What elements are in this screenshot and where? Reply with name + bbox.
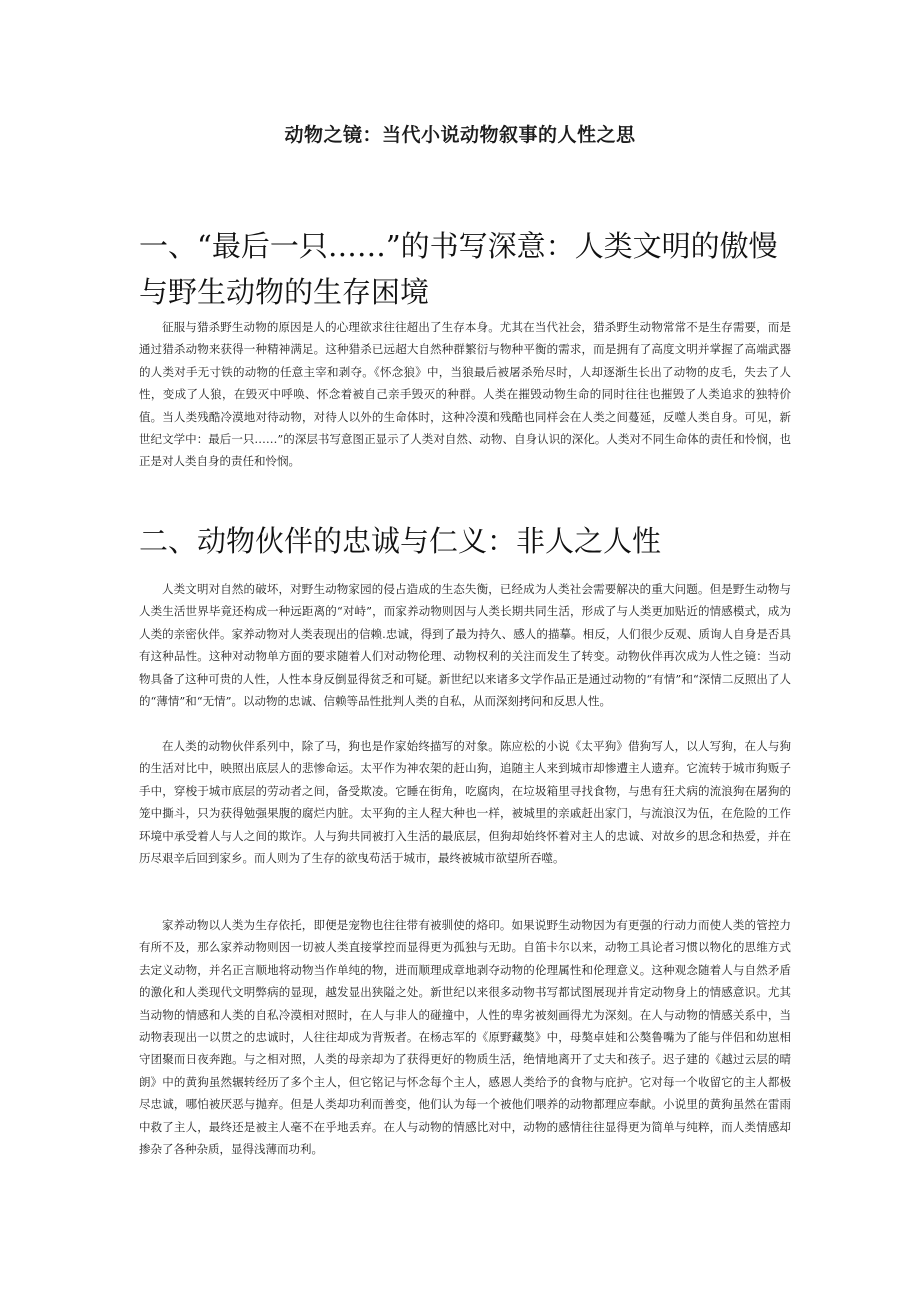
- section-1-paragraph-1: 征服与猎杀野生动物的原因是人的心理欲求往往超出了生存本身。尤其在当代社会，猎杀野生动物常常不是生存需要，而是通过猎杀动物来获得一种精神满足。这种猎杀已远超大自然种群繁衍与物种平衡的需求，而是拥有了高度文明并掌握了高端武器的人类对手无寸铁的动物的任意主宰和剥夺。《怀念狼》中，当狼最后被屠杀殆尽时，人却逐渐生长出了动物的皮毛，失去了人性，变成了人狼，在毁灭中呼唤、怀念着被自己亲手毁灭的种群。人类在摧毁动物生命的同时往往也摧毁了人类追求的独特价值。当人类残酷冷漠地对待动物，对待人以外的生命体时，这种冷漠和残酷也同样会在人类之间蔓延，反噬人类自身。可见，新世纪文学中：最后一只……”的深层书写意图正显示了人类对自然、动物、自身认识的深化。人类对不同生命体的责任和怜悯，也正是对人类自身的责任和怜悯。: [139, 320, 791, 469]
- section-2-paragraph-1: 人类文明对自然的破坏，对野生动物家园的侵占造成的生态失衡，已经成为人类社会需要解决的重大问题。但是野生动物与人类生活世界毕竟还构成一种远距离的“对峙”，而家养动物则因与人类长期共同生活，形成了与人类更加贴近的情感模式，成为人类的亲密伙伴。家养动物对人类表现出的信赖.忠诚，得到了最为持久、感人的描摹。相反，人们很少反观、质询人自身是否具有这种品性。这种对动物单方面的要求随着人们对动物伦理、动物权利的关注而发生了转变。动物伙伴再次成为人性之镜：当动物具备了这种可贵的人性，人性本身反倒显得贫乏和可疑。新世纪以来诸多文学作品正是通过动物的“有情”和“深情二反照出了人的“薄情”和“无情”。以动物的忠诚、信赖等品性批判人类的自私，从而深刻拷问和反思人性。: [139, 582, 791, 709]
- section-heading-2: 二、动物伙伴的忠诚与仁义：非人之人性: [139, 524, 662, 558]
- document-title: 动物之镜：当代小说动物叙事的人性之思: [284, 124, 636, 146]
- section-2-paragraph-2: 在人类的动物伙伴系列中，除了马，狗也是作家始终描写的对象。陈应松的小说《太平狗》借狗写人，以人写狗，在人与狗的生活对比中，映照出底层人的悲惨命运。太平作为神农架的赶山狗，追随主人来到城市却惨遭主人遗弃。它流转于城市狗贩子手中，穿梭于城市底层的劳动者之间，备受欺凌。它睡在街角，吃腐肉，在垃圾箱里寻找食物，与患有狂犬病的流浪狗在屠狗的笼中撕斗，只为获得勉强果腹的腐烂内脏。太平狗的主人程大种也一样，被城里的亲戚赶出家门，与流浪汉为伍，在危险的工作环境中承受着人与人之间的欺诈。人与狗共同被打入生活的最底层，但狗却始终怀着对主人的忠诚、对故乡的思念和热爱，并在历尽艰辛后回到家乡。而人则为了生存的欲曳苟活于城市，最终被城市欲望所吞噬。: [139, 739, 791, 866]
- section-heading-1: 一、“最后一只……”的书写深意：人类文明的傲慢与野生动物的生存困境: [139, 229, 778, 309]
- section-2-paragraph-3: 家养动物以人类为生存依托，即便是宠物也往往带有被驯使的烙印。如果说野生动物因为有更强的行动力而使人类的管控力有所不及，那么家养动物则因一切被人类直接掌控而显得更为孤独与无助。自笛卡尔以来，动物工具论者习惯以物化的思维方式去定义动物，并名正言顺地将动物当作单纯的物，进而顺理成章地剥夺动物的伦理属性和伦理意义。这种观念随着人与自然矛盾的激化和人类现代文明弊病的显现，越发显出狭隘之处。新世纪以来很多动物书写都试图展现并肯定动物身上的情感意识。尤其当动物的情感和人类的自私冷漠相对照时，在人与非人的碰撞中，人性的卑劣被刻画得尤为深刻。在人与动物的情感关系中，当动物表现出一以贯之的忠诚时，人往往却成为背叛者。在杨志军的《原野藏獒》中，母獒卓娃和公獒鲁嘴为了能与伴侣和幼崽相守团聚而日夜奔跑。与之相对照，人类的母亲却为了获得更好的物质生活，绝情地离开了丈夫和孩子。迟子建的《越过云层的晴朗》中的黄狗虽然辗转经历了多个主人，但它铭记与怀念每个主人，感恩人类给予的食物与庇护。它对每一个收留它的主人都极尽忠诚，哪怕被厌恶与抛弃。但是人类却功利而善变，他们认为每一个被他们喂养的动物都理应奉献。小说里的黄狗虽然在雷雨中救了主人，最终还是被主人毫不在乎地丢弃。在人与动物的情感比对中，动物的感情往往显得更为简单与纯粹，而人类情感却掺杂了各种杂质，显得浅薄而功利。: [139, 918, 791, 1157]
